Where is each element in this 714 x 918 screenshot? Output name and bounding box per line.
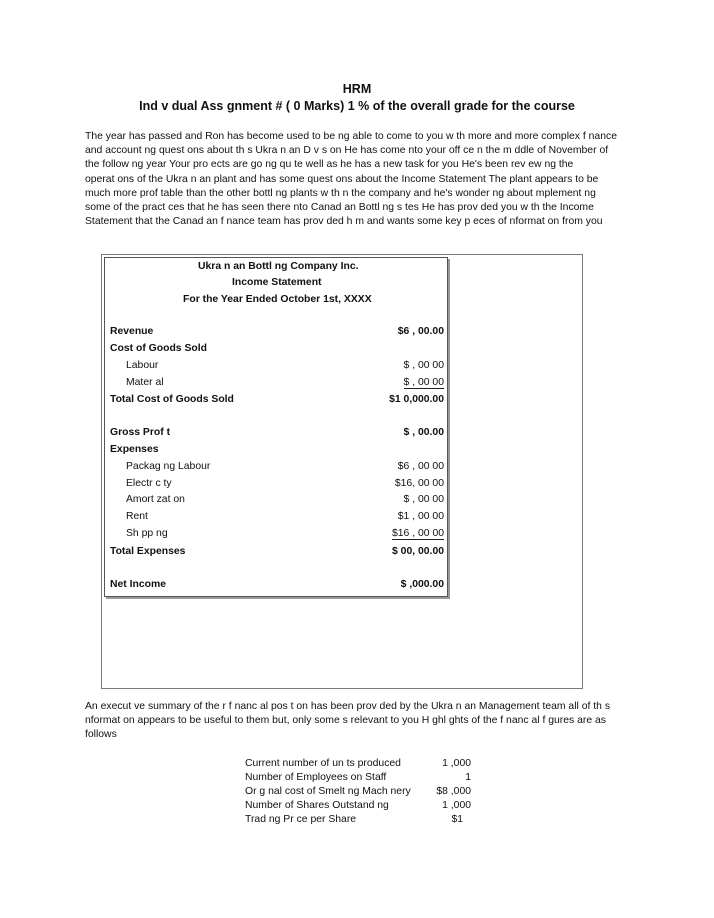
row-label: Gross Prof t [110, 427, 171, 438]
expense-item-row [110, 478, 444, 493]
net-income-row [110, 579, 444, 594]
row-label: Total Expenses [110, 546, 186, 557]
expense-item-row [110, 511, 444, 526]
statement-title: Income Statement [232, 277, 322, 288]
expense-item-row [110, 461, 444, 476]
row-label: Amort zat on [126, 494, 185, 505]
highlight-row [245, 814, 471, 828]
summary-line: An execut ve summary of the r f nanc al pos t on has been prov ded by the Ukra n an Management team all of th s [85, 701, 611, 712]
highlight-row [245, 800, 471, 814]
row-value: $ 00, 00.00 [392, 546, 444, 557]
row-value: $16 , 00 00 [392, 528, 444, 539]
highlight-row [245, 786, 471, 800]
highlight-value: $1 [451, 814, 463, 825]
row-value: $1 0,000.00 [389, 394, 444, 405]
intro-line: and account ng quest ons about th s Ukra n an D v s on He has come nto your off ce n the m ddle of November of [85, 145, 609, 157]
row-value: $ ,000.00 [400, 579, 444, 590]
highlight-row [245, 772, 471, 786]
row-label: Total Cost of Goods Sold [110, 394, 234, 405]
statement-period: For the Year Ended October 1st, XXXX [183, 294, 372, 305]
highlight-row [245, 758, 471, 772]
highlight-value: $8 ,000 [436, 786, 471, 797]
intro-line: much more prof table than the other bottl ng plants w th n the company and he's wonder ng about mplement ng [85, 187, 596, 199]
expenses-header-row [110, 444, 444, 459]
summary-line: nformat on appears to be useful to them but, only some s relevant to you H ghl ghts of the f nanc al f gures are as [85, 715, 606, 727]
summary-line: follows [85, 729, 117, 741]
row-label: Packag ng Labour [126, 461, 211, 472]
document-title: HRM [342, 82, 372, 96]
row-label: Sh pp ng [126, 528, 168, 539]
row-value: $6 , 00.00 [397, 326, 444, 337]
row-label: Cost of Goods Sold [110, 343, 207, 354]
row-value: $ , 00.00 [403, 427, 444, 438]
cogs-item-row [110, 377, 444, 392]
highlight-label: Trad ng Pr ce per Share [245, 814, 357, 825]
statement-company: Ukra n an Bottl ng Company Inc. [198, 261, 359, 272]
expense-item-row [110, 494, 444, 509]
intro-line: The year has passed and Ron has become used to be ng able to come to you w th more and more complex f nance [85, 131, 617, 142]
revenue-row [110, 326, 444, 341]
row-label: Mater al [126, 377, 164, 388]
row-value: $16, 00 00 [394, 478, 444, 489]
total-expenses-row [110, 546, 444, 561]
row-label: Expenses [110, 444, 159, 455]
cogs-item-row [110, 360, 444, 375]
intro-line: the follow ng year Your pro ects are go ng qu te well as he has a new task for you He's been rev ew ng the [85, 159, 574, 171]
intro-paragraph [85, 130, 631, 229]
gross-profit-row [110, 427, 444, 442]
expense-item-row [110, 528, 444, 543]
highlight-label: Number of Shares Outstand ng [245, 800, 389, 811]
intro-line: some of the pract ces that he has seen there nto Canad an Bottl ng s tes He has prov ded you w th the Income [85, 202, 594, 214]
row-value: $ , 00 00 [403, 494, 444, 505]
total-cogs-row [110, 394, 444, 409]
financial-highlights-table [245, 758, 471, 828]
row-value: $ , 00 00 [403, 360, 444, 371]
row-label: Electr c ty [126, 478, 172, 489]
row-label: Labour [126, 360, 159, 371]
summary-paragraph [85, 700, 631, 743]
row-label: Net Income [110, 579, 167, 590]
highlight-value: 1 [465, 772, 471, 783]
row-label: Rent [126, 511, 148, 522]
row-value: $1 , 00 00 [397, 511, 444, 522]
cogs-header-row [110, 343, 444, 358]
document-subtitle: Ind v dual Ass gnment # ( 0 Marks) 1 % of the overall grade for the course [139, 99, 575, 113]
row-value: $6 , 00 00 [397, 461, 444, 472]
row-label: Revenue [110, 326, 154, 337]
highlight-label: Current number of un ts produced [245, 758, 401, 769]
row-value: $ , 00 00 [403, 377, 444, 388]
highlight-value: 1 ,000 [442, 800, 471, 811]
highlight-label: Or g nal cost of Smelt ng Mach nery [245, 786, 411, 797]
intro-line: operat ons of the Ukra n an plant and has some quest ons about the Income Statement The plant appears to be [85, 173, 599, 185]
highlight-label: Number of Employees on Staff [245, 772, 387, 783]
highlight-value: 1 ,000 [442, 758, 471, 769]
intro-line: Statement that the Canad an f nance team has prov ded h m and wants some key p eces of nformat on from you [85, 216, 603, 228]
